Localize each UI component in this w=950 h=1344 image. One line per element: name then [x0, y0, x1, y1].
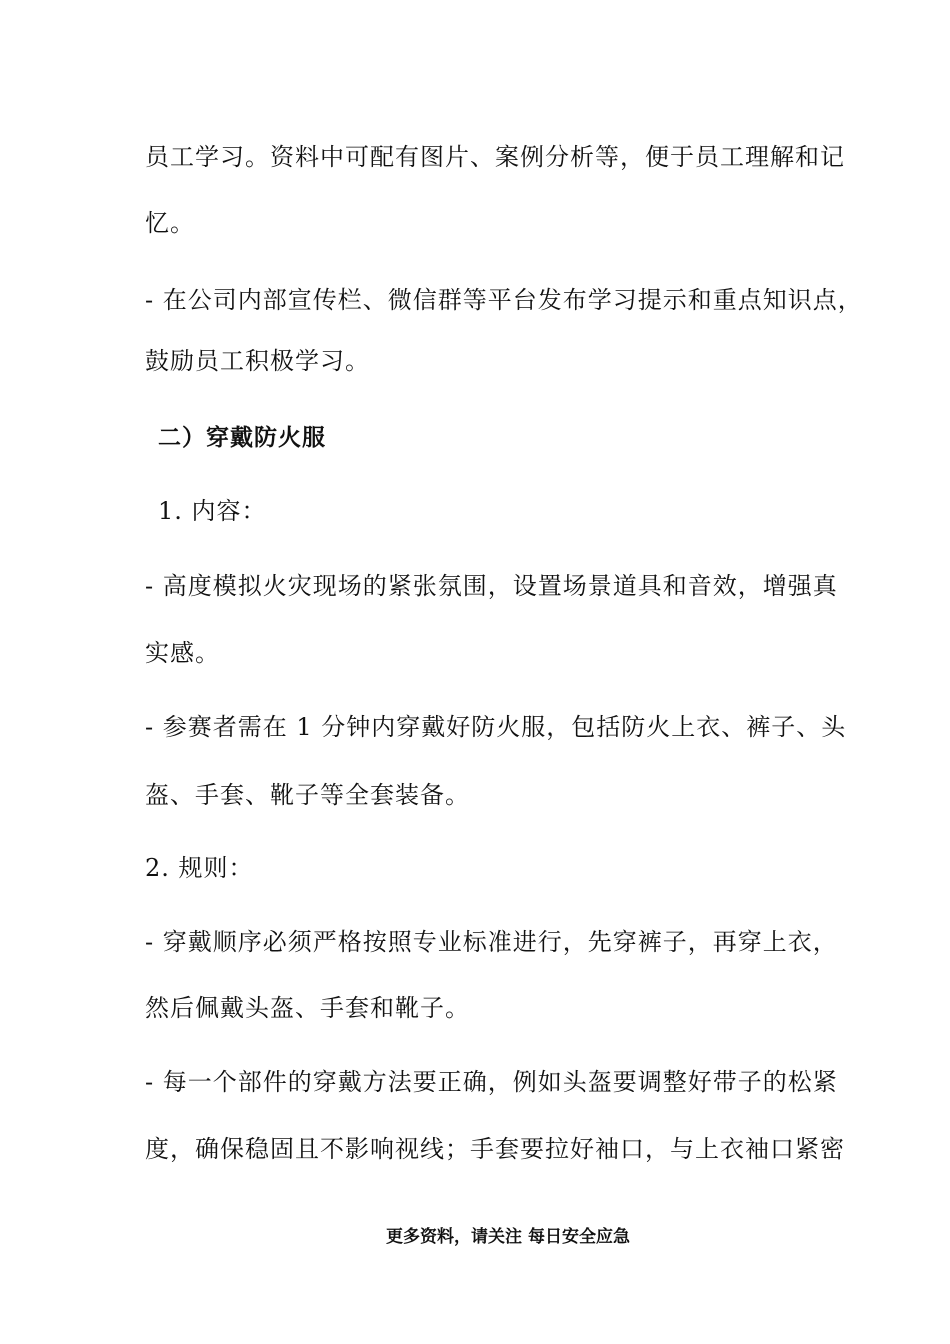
paragraph-line: - 高度模拟火灾现场的紧张氛围，设置场景道具和音效，增强真	[145, 572, 838, 600]
paragraph-line: - 参赛者需在 1 分钟内穿戴好防火服，包括防火上衣、裤子、头	[145, 713, 847, 741]
page-footer: 更多资料，请关注 每日安全应急	[386, 1227, 630, 1247]
paragraph-line: 员工学习。资料中可配有图片、案例分析等，便于员工理解和记	[145, 143, 845, 171]
paragraph-line: - 在公司内部宣传栏、微信群等平台发布学习提示和重点知识点，	[145, 286, 863, 314]
paragraph-line: - 穿戴顺序必须严格按照专业标准进行，先穿裤子，再穿上衣，	[145, 928, 838, 956]
paragraph-line: 盔、手套、靴子等全套装备。	[145, 781, 470, 809]
paragraph-line: 然后佩戴头盔、手套和靴子。	[145, 994, 470, 1022]
paragraph-line: 鼓励员工积极学习。	[145, 347, 370, 375]
section-heading: 二）穿戴防火服	[158, 425, 326, 451]
paragraph-line: 度，确保稳固且不影响视线；手套要拉好袖口，与上衣袖口紧密	[145, 1135, 845, 1163]
paragraph-line: - 每一个部件的穿戴方法要正确，例如头盔要调整好带子的松紧	[145, 1068, 838, 1096]
list-item-number: 2. 规则：	[145, 854, 254, 882]
paragraph-line: 实感。	[145, 639, 220, 667]
list-item-number: 1. 内容：	[158, 497, 267, 525]
paragraph-line: 忆。	[145, 209, 195, 237]
